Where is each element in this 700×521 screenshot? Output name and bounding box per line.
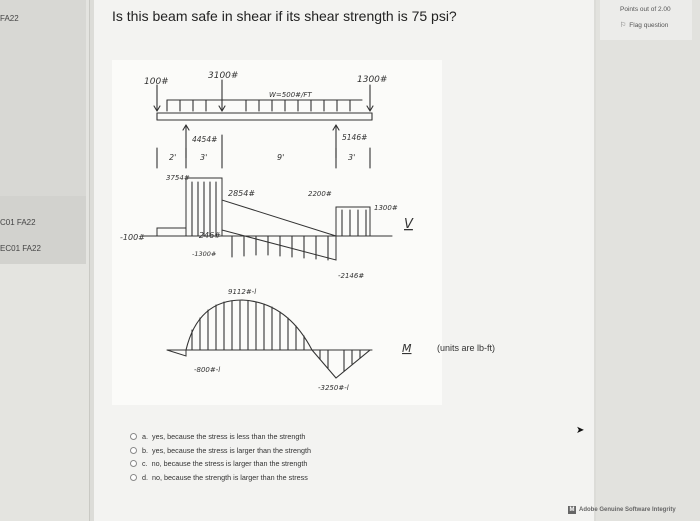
distributed-load-label: W=500#/FT	[269, 91, 312, 99]
sidebar-block-top	[0, 0, 86, 196]
shear-label-3754: 3754#	[166, 174, 190, 182]
option-c-text: no, because the stress is larger than the strength	[151, 459, 308, 469]
question-text: Is this beam safe in shear if its shear strength is 75 psi?	[112, 8, 457, 24]
shear-label-1300: 1300#	[374, 204, 398, 212]
reaction-right-label: 5146#	[342, 133, 368, 142]
moment-label-9112: 9112#-l	[228, 288, 257, 296]
adobe-integrity-badge	[568, 506, 676, 514]
flag-icon: ⚐	[620, 22, 627, 29]
adobe-badge-text: Adobe Genuine Software Integrity	[579, 507, 676, 513]
option-d[interactable]	[130, 471, 311, 485]
radio-option-d[interactable]	[130, 474, 137, 481]
option-d-text: no, because the strength is larger than the stress	[152, 472, 308, 482]
radio-option-b[interactable]	[130, 447, 137, 454]
option-a-letter: a.	[142, 432, 148, 442]
units-note: (units are lb-ft)	[437, 343, 496, 353]
adobe-badge-icon: M	[569, 507, 575, 513]
sidebar-item-fa22[interactable]: FA22	[0, 14, 19, 23]
sidebar-item-ec01-fa22[interactable]: EC01 FA22	[0, 244, 41, 253]
option-a[interactable]	[130, 430, 311, 444]
option-c[interactable]	[130, 457, 311, 471]
option-c-letter: c.	[142, 459, 148, 469]
point-load-right-arrow	[367, 85, 373, 111]
beam-diagram-figure	[112, 60, 442, 405]
load-label-mid: 3100#	[208, 71, 239, 81]
dimension-lines	[157, 135, 370, 168]
distributed-load-arrows	[167, 100, 362, 111]
load-label-left: 100#	[144, 77, 169, 87]
span-label-4: 3'	[348, 153, 356, 162]
sidebar-item-c01-fa22[interactable]: C01 FA22	[0, 218, 36, 227]
load-label-right: 1300#	[357, 75, 388, 85]
option-a-text: yes, because the stress is less than the strength	[152, 432, 306, 442]
shear-diagram	[142, 178, 392, 260]
moment-label-neg3250: -3250#-l	[318, 384, 349, 392]
shear-diagram-letter: V	[404, 217, 413, 232]
point-load-mid-arrow	[219, 80, 225, 111]
flag-question-link[interactable]	[620, 21, 668, 29]
right-panel	[596, 0, 700, 521]
answer-options	[130, 430, 311, 484]
span-label-3: 9'	[277, 153, 285, 162]
flag-question-label: Flag question	[629, 21, 669, 29]
option-b-letter: b.	[142, 445, 148, 455]
radio-option-a[interactable]	[130, 433, 137, 440]
radio-option-c[interactable]	[130, 460, 137, 467]
course-sidebar	[0, 0, 90, 521]
mouse-cursor-icon: ➤	[576, 425, 585, 436]
point-load-left-arrow	[154, 85, 160, 111]
option-b-text: yes, because the stress is larger than the strength	[152, 445, 312, 455]
points-text: Points out of 2.00	[620, 6, 671, 13]
reaction-left-label: 4454#	[192, 135, 218, 144]
shear-label-neg1300: -1300#	[192, 250, 217, 258]
moment-diagram-letter: M	[402, 342, 412, 355]
sidebar-block-active[interactable]	[0, 196, 86, 264]
shear-label-neg100: -100#	[120, 233, 145, 242]
moment-label-neg800: -800#-l	[194, 366, 221, 374]
shear-label-2854: 2854#	[228, 189, 256, 198]
shear-label-2200: 2200#	[308, 190, 332, 198]
shear-label-neg246: -246#	[196, 231, 221, 240]
span-label-1: 2'	[169, 153, 177, 162]
beam	[157, 113, 372, 120]
option-b[interactable]	[130, 444, 311, 458]
option-d-letter: d.	[142, 472, 148, 482]
shear-label-neg2146: -2146#	[338, 272, 365, 280]
span-label-2: 3'	[200, 153, 208, 162]
